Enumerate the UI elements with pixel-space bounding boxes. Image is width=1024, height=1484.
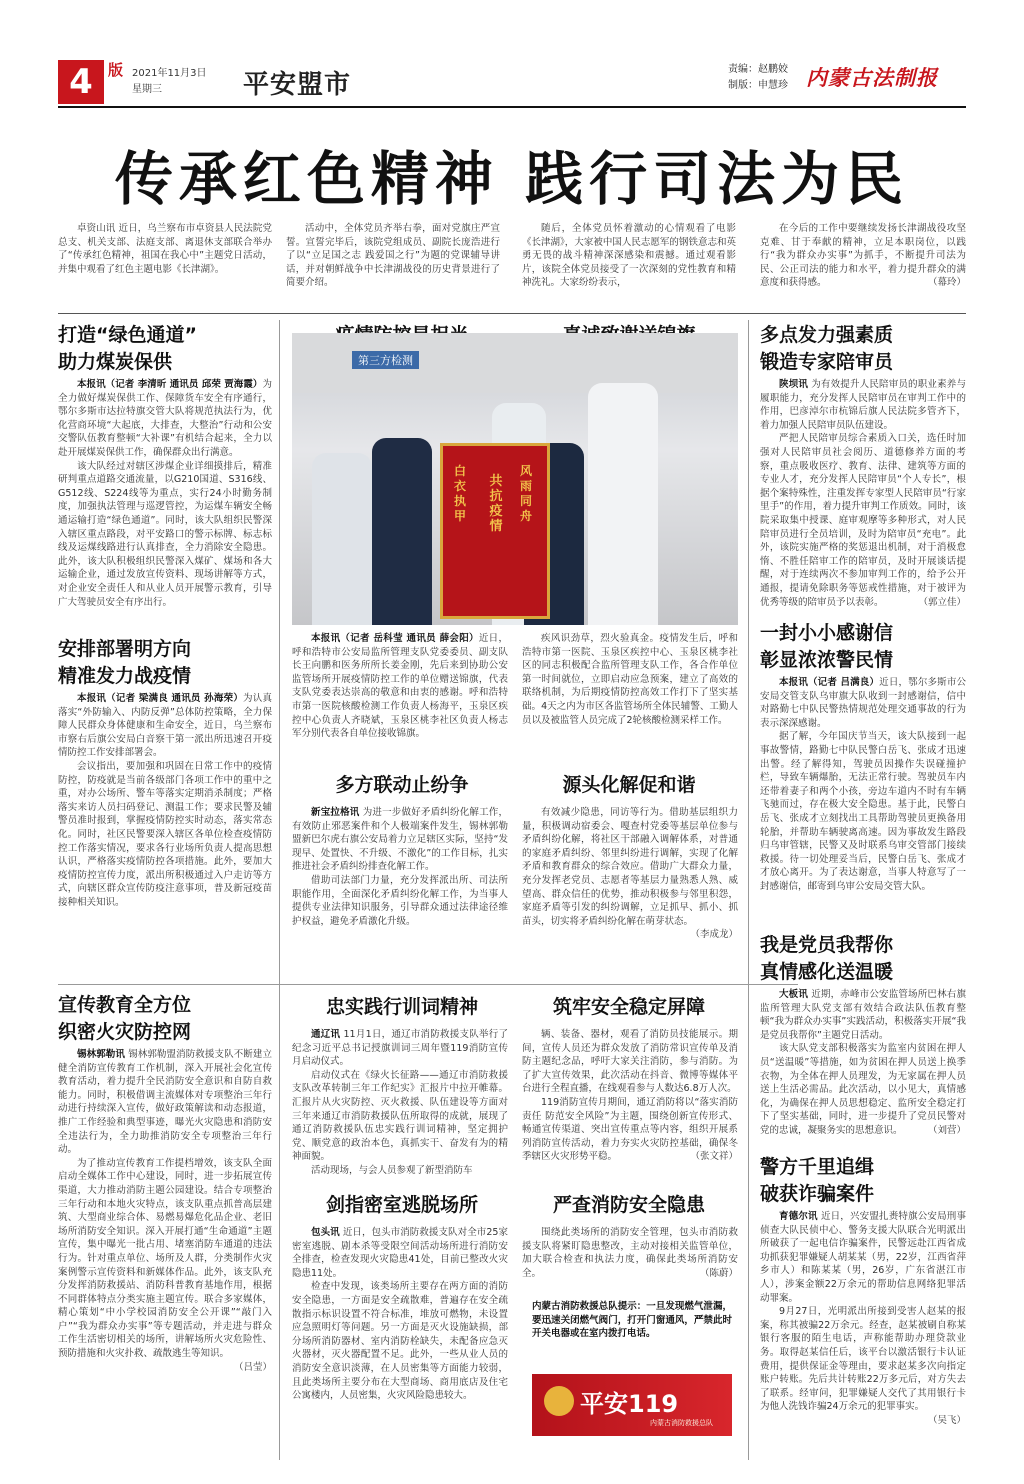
lead-rule: [58, 313, 966, 314]
publicity-title-2: 织密火灾防控网: [58, 1021, 192, 1043]
deploy-title-2: 精准发力战疫情: [58, 665, 192, 687]
publicity-body: [58, 1048, 272, 1460]
green-body: [58, 378, 272, 630]
stable-p2: 119消防宣传月期间，通辽消防将以“落实消防责任 防范安全风险”为主题，围绕创新宣传形式、畅通宣传渠道、突出宣传重点等内容，组织开展系列消防宣传活动，着力夯实火灾防控基础，确保冬季辖区火灾形势平稳。: [522, 1096, 738, 1163]
banner-text-left: 白衣执甲: [453, 464, 466, 523]
stable-p1: 辆、装备、器材，观看了消防员技能展示。期间，宣传人员还为群众发放了消防常识宣传单及消防主题纪念品，呼吁大家关注消防，参与消防。为了扩大宣传效果，此次活动在抖音、微博等媒体平台进行全程直播，在线观看参与人数达6.8万人次。: [522, 1029, 738, 1095]
producer-text: 制版：申慧珍: [728, 80, 788, 91]
thanks-title-2: 彰显浓浓警民情: [760, 649, 894, 671]
experts-title-2: 锻造专家陪审员: [760, 351, 894, 373]
deploy-byline: 本报讯（记者 梁满良 通讯员 孙海荣）: [77, 693, 244, 704]
escape-p1: 近日，包头市消防救援支队对全市25家密室逃脱、剧本杀等受限空间活动场所进行消防安全排查，检查发现火灾隐患41处，目前已整改火灾隐患11处。: [292, 1227, 508, 1279]
source-signature: （李成龙）: [690, 929, 738, 941]
editor-credits: [728, 62, 788, 94]
stable-title: 筑牢安全稳定屏障: [552, 996, 705, 1018]
loyal-p3: 活动现场，与会人员参观了新型消防车: [311, 1164, 473, 1176]
lead-col-3: [522, 222, 736, 312]
publicity-title-1: 宣传教育全方位: [58, 994, 192, 1016]
party-title-2: 真情感化送温暖: [760, 961, 894, 983]
issue-date: [132, 66, 207, 98]
page-number: 4: [58, 60, 104, 104]
publicity-p1: 锡林郭勒盟消防救援支队不断建立健全消防宣传教育工作机制，深入开展社会化宣传教育活动，着力提升全民消防安全意识和自防自救能力。同时，积极借调主流媒体对专项整治三年行动进行持续深入宣传，做好政策解读和动态报道，推广工作经验和典型事迹，曝光火灾隐患和消防安全违法行为，全力助推消防安全专项整治三年行动。: [58, 1049, 272, 1156]
experts-title-1: 多点发力强素质: [760, 324, 894, 346]
fraud-title-2: 破获诈骗案件: [760, 1183, 875, 1205]
party-title-1: 我是党员我帮你: [760, 934, 894, 956]
news-photo: [292, 333, 738, 625]
main-headline: 传承红色精神 践行司法为民: [114, 145, 910, 213]
fraud-p2: 9月27日，光明派出所接到受害人赵某的报案，称其被骗22万余元。经查，赵某被刷自称某银行客服的陌生电话，声称能帮助办理贷款业务。取得赵某信任后，该平台以激活银行卡认证费用，提供保证金等理由，要求赵某多次向指定账户转账。先后共计转账22万多元后，对方失去了联系。经审问，犯罪嫌疑人交代了其用银行卡为他人洗钱诈骗24万余元的犯罪事实。: [760, 1306, 966, 1413]
experts-byline: 陕坝讯: [779, 379, 809, 390]
lead-text-1: 卓资山讯 近日，乌兰察布市卓资县人民法院党总支、机关支部、法庭支部、离退休支部联合举办了“传承红色精神，祖国在我心中”主题党日活动，并集中观看了红色主题电影《长津湖》。: [58, 223, 272, 275]
date-text: 2021年11月3日: [132, 68, 207, 79]
photo-sign: 第三方检测: [352, 351, 419, 369]
strict-signature: （陈蔚）: [699, 1267, 738, 1279]
multi-title: 多方联动止纷争: [335, 774, 469, 796]
source-p1: 有效减少隐患，同访等行为。借助基层组织力量，积极调动宿委会、嘎查村党委等基层单位参与矛盾纠纷化解，将社区干部融入调解体系，对普通的家庭矛盾纠纷、邻里纠纷进行调解，实现了化解矛盾和教育群众的综合效应。借助广大群众力量，充分发挥老党员、志愿者等基层力量熟悉人熟、威望高、群众信任的优势，推动积极参与邻里积怨，家庭矛盾等引发的纠纷调解，立足抓早、抓小、抓苗头，切实将矛盾纠纷化解在萌芽状态。: [522, 807, 738, 927]
green-title-2: 助力煤炭保供: [58, 351, 173, 373]
source-title: 源头化解促和谐: [562, 774, 696, 796]
ad-subtext: 内蒙古消防救援总队: [650, 1419, 713, 1427]
lead-col-2: [286, 222, 500, 312]
fraud-byline: 育德尔讯: [779, 1211, 818, 1222]
stable-body: [522, 1028, 738, 1188]
lead-text-2: 活动中，全体党员齐举右拳，面对党旗庄严宣誓。宣誓完毕后，该院党组成员、副院长庞浩进行了以“立足国之志 践爱国之行”为题的党课辅导讲话，并对朝鲜战争中长津湖战役的历史背景进行了简要介绍。: [286, 223, 500, 289]
party-p2: 该大队党支部积极落实为监室内贫困在押人员“送温暖”等措施，如为贫困在押人员送上换季衣物，为全体在押人员理发，为无家属在押人员送上生活必需品。此次活动，以小见大，真情感化，为确保在押人员思想稳定、监所安全稳定打下了坚实基础，同时，进一步提升了党员民警对党的忠诚，凝聚务实的思想意识。: [760, 1043, 966, 1136]
multi-body: [292, 806, 508, 966]
edition-label: 版: [108, 61, 124, 79]
green-title: [58, 322, 197, 376]
experts-title: [760, 322, 893, 376]
loyal-byline: 通辽讯: [311, 1029, 341, 1040]
horizontal-divider: [58, 984, 798, 985]
ad-text: 平安119: [580, 1390, 679, 1418]
thanks-p1: 近日，鄂尔多斯市公安局交管支队乌审旗大队收到一封感谢信，信中对路勤七中队民警热情规范处理交通事故的行为表示深深感谢。: [760, 677, 966, 729]
multi-p1: 为进一步做好矛盾纠纷化解工作，有效防止邪恶案件和个人极端案件发生，锡林郭勒盟新巴尔虎右旗公安局着力立足辖区实际，坚持“发现早、处置快、不升级、不激化”的工作目标，扎实推进社会矛盾纠纷排查化解工作。: [292, 807, 508, 873]
escape-byline: 包头讯: [311, 1227, 340, 1238]
experts-body: [760, 378, 966, 614]
party-byline: 大板讯: [779, 989, 809, 1000]
fire-tip-text: 内蒙古消防救援总队提示：一旦发现燃气泄漏，要迅速关闭燃气阀门，打开门窗通风，严禁此时开关电器或在室内拨打电话。: [532, 1301, 732, 1340]
green-byline: 本报讯（记者 李清昕 通讯员 邱荣 贾海霞）: [77, 379, 263, 390]
photo-silk-banner: [440, 443, 550, 619]
deploy-title: [58, 636, 191, 690]
deploy-title-1: 安排部署明方向: [58, 638, 192, 660]
experts-p1: 为有效提升人民陪审员的职业素养与履职能力，充分发挥人民陪审员在审判工作中的作用，巴彦淖尔市杭锦后旗人民法院多管齐下，着力加强人民陪审员队伍建设。: [760, 379, 966, 431]
newspaper-logo: 内蒙古法制报: [806, 65, 938, 90]
flag-p1: 疾风识劲草，烈火验真金。疫情发生后，呼和浩特市第一医院、玉泉区疾控中心、玉泉区桃李社区的同志积极配合监所管理支队工作，各合作单位第一时间就位，立即启动应急预案，建立了高效的联络机制，为后期疫情防控高效工作打下了坚实基础。4天之内为市区各监管场所全体民辅警、工勤人员以及被监管人员完成了2轮核酸检测采样工作。: [522, 633, 738, 726]
multi-p2: 借助司法部门力量，充分发挥派出所、司法所职能作用，全面深化矛盾纠纷化解工作，为当事人提供专业法律知识服务，引导群众通过法律途径维护权益，避免矛盾激化升级。: [292, 874, 508, 927]
strict-body: [522, 1226, 738, 1294]
escape-title: 剑指密室逃脱场所: [325, 1194, 478, 1216]
green-title-1: 打造“绿色通道”: [58, 324, 197, 346]
fraud-p1: 近日，兴安盟扎赉特旗公安局刑事侦查大队民侦中心、警务支援大队联合光明派出所破获了一起电信诈骗案件，民警远赴江西省成功抓获犯罪嫌疑人胡某某（男，22岁，江西省萍乡市人）和陈某某（男，26岁，广东省湛江市人），涉案金额22万余元的帮助信息网络犯罪活动罪案。: [760, 1211, 966, 1304]
party-signature: （刘营）: [927, 1124, 966, 1136]
stable-signature: （张文祥）: [690, 1151, 738, 1163]
party-title: [760, 932, 893, 986]
epidemic-p1: 近日，呼和浩特市公安局监所管理支队党委委员、副支队长王向鹏和医务所所长姜金刚，先后来到协助公安监管场所开展疫情防控工作的单位赠送锦旗，代表支队党委表达崇高的敬意和由衷的感谢。呼和浩特市第一医院核酸检测工作负责人杨海平，玉泉区疾控中心负责人齐晓斌，玉泉区桃李社区负责人杨志军分别代表各自单位接收锦旗。: [292, 633, 508, 740]
experts-signature: （郭立佳）: [918, 596, 966, 608]
deploy-p1: 为认真落实“外防输入、内防反弹”总体防控策略，全力保障人民群众身体健康和生命安全，近日，乌兰察布市察右后旗公安局白音察干第一派出所迅速召开疫情防控工作安排部署会。: [58, 693, 272, 759]
green-p1: 为全力做好煤炭保供工作、保障货车安全有序通行，鄂尔多斯市达拉特旗交管大队将规范执法行为，优化营商环境“大起底，大排查，大整治”行动和公安交警队伍教育整顿“大补课”有机结合起来，全力以赴开展煤炭保供工作，确保群众出行满意。: [58, 379, 272, 458]
fraud-title-1: 警方千里追缉: [760, 1156, 875, 1178]
deploy-body: [58, 692, 272, 964]
deploy-p2: 会议指出，要加强和巩固在日常工作中的疫情防控，防疫就是当前各级部门各项工作中的重中之重，对办公场所、警车等落实定期消杀制度；严格落实来访人员扫码登记、测温工作；要求民警及辅警员准时报到，掌握疫情防控实时动态，落实常态化。同时，社区民警要深入辖区各单位检查疫情防控工作落实情况，要求各行业场所负责人提高思想认识，严格落实疫情防控各项措施。此外，要加大疫情防控宣传力度，派出所积极通过入户走访等方式，向辖区群众宣传防疫注意事项，普及新冠疫苗接种相关知识。: [58, 760, 272, 908]
publicity-byline: 锡林郭勒讯: [77, 1049, 125, 1060]
ping-an-119-ad: [532, 1374, 732, 1436]
header-rule: [58, 106, 966, 108]
fraud-signature: （吴飞）: [927, 1414, 966, 1426]
strict-p1: 围绕此类场所的消防安全管理，包头市消防救援支队将紧盯隐患整改，主动对接相关监管单位，加大联合检查和执法力度，确保此类场所消防安全。: [522, 1227, 738, 1279]
lead-col-4: [760, 222, 966, 312]
thanks-p2: 据了解，今年国庆节当天，该大队接到一起事故警情，路勤七中队民警白岳飞、张成才迅速出警。经了解得知，驾驶员因操作失误碰撞护栏，导致车辆爆胎，无法正常行驶。驾驶员车内还带着妻子和两个小孩，旁边车道内不时有车辆飞驰而过，存在极大安全隐患。基于此，民警白岳飞、张成才立刻找出工具帮助驾驶员更换备用轮胎，并帮助车辆驶离高速。因为事故发生路段归乌审管辖，民警又及时联系乌审交管部门接续救援。待一切处理妥当后，民警白岳飞、张成才才放心离开。为了表达谢意，当事人特意写了一封感谢信，邮寄到乌审公安局交管大队。: [760, 731, 966, 892]
escape-body: [292, 1226, 508, 1460]
strict-title: 严查消防安全隐患: [552, 1194, 705, 1216]
epidemic-body: [292, 632, 508, 760]
experts-p2: 严把人民陪审员综合素质入口关，选任时加强对人民陪审员社会阅历、道德修养方面的考察，重点吸收医疗、教育、法律、建筑等方面的专业人才，充分发挥人民陪审员“个人专长”，根据个案特殊性，注重发挥专家型人民陪审员“行家里手”的作用，着力提升审判工作质效。同时，该院采取集中授课、庭审观摩等多种形式，对人民陪审员进行全员培训，及时为陪审员“充电”。此外，该院实施严格的奖惩退出机制，对于消极怠惰、不胜任陪审工作的陪审员，及时开展谈话提醒，对于连续两次不参加审判工作的，给予公开通报，提请免除职务等惩戒性措施，对于被评为优秀等级的陪审员予以表彰。: [760, 433, 966, 608]
column-divider-left: [279, 320, 280, 1460]
source-body: [522, 806, 738, 966]
photo-person: [372, 438, 432, 625]
loyal-body: [292, 1028, 508, 1188]
loyal-p1: 11月1日，通辽市消防救援支队举行了纪念习近平总书记授旗训词三周年暨119消防宣传月启动仪式。: [292, 1029, 508, 1068]
lead-text-3: 随后，全体党员怀着激动的心情观看了电影《长津湖》，大家被中国人民志愿军的钢铁意志和英勇无畏的战斗精神深深感染和震撼。通过观看影片，该院全体党员接受了一次深刻的党性教育和精神洗礼。大家纷纷表示，: [522, 223, 736, 289]
party-body: [760, 988, 966, 1148]
green-p2: 该大队经过对辖区涉煤企业详细摸排后，精准研判重点道路交通流量，以G210国道、S316线、G512线、S224线等为重点，实行24小时勤务制度，加强执法管理与巡逻管控，为运煤车辆安全畅通运输打造“绿色通道”。同时，该大队组织民警深入辖区重点路段，对平安路口的警示标牌、标志标线及运煤线路进行认真排查，全力消除安全隐患。此外，该大队积极组织民警深入煤矿、煤场和各大运输企业，通过发放宣传资料、现场讲解等方式，对企业安全责任人和从业人员开展警示教育，引导广大驾驶员安全有序出行。: [58, 460, 272, 608]
loyal-title: 忠实践行训词精神: [325, 996, 478, 1018]
banner-text-right: 风雨同舟: [519, 464, 532, 523]
thanks-title-1: 一封小小感谢信: [760, 622, 894, 644]
weekday-text: 星期三: [132, 84, 162, 95]
fraud-title: [760, 1154, 874, 1208]
publicity-signature: （吕莹）: [233, 1361, 272, 1373]
police-emblem-icon: [544, 1386, 574, 1416]
thanks-byline: 本报讯（记者 吕满良）: [779, 677, 880, 688]
lead-text-4: 在今后的工作中要继续发扬长津湖战役攻坚克难、甘于奉献的精神，立足本职岗位，以践行“我为群众办实事”为抓手，不断提升司法为民、公正司法的能力和水平，着力提升群众的满意度和获得感。: [760, 223, 966, 289]
fraud-body: [760, 1210, 966, 1460]
party-p1: 近期，赤峰市公安监管场所巴林右旗监所管理大队党支部有效结合政法队伍教育整顿“我为群众办实事”实践活动，积极落实开展“我是党员我帮你”主题党日活动。: [760, 989, 966, 1041]
thanks-body: [760, 676, 966, 926]
escape-p2: 检查中发现，该类场所主要存在两方面的消防安全隐患，一方面是安全疏散难，普遍存在安全疏散指示标识设置不符合标准，堆放可燃物，未设置应急照明灯等问题。另一方面是灭火设施缺损，部分场所消防器材、室内消防栓缺失，未配备应急灭火器材，灭火器配置不足。此外，一些从业人员的消防安全意识淡薄，在人员密集等方面能力较弱，且此类场所主要分布在大型商场、商用底店及住宅公寓楼内，人员密集，火灾风险隐患较大。: [292, 1281, 508, 1402]
flag-body: [522, 632, 738, 760]
loyal-p2: 启动仪式在《绿火长征路——通辽市消防救援支队改革转制三年工作纪实》汇报片中拉开帷幕。汇报片从火灾防控、灭火救援、队伍建设等方面对三年来通辽市消防救援队伍所取得的成就，展现了通辽消防救援队伍忠实践行训词精神，坚定拥护党、顺党意的政治本色，真抓实干、奋发有为的精神面貌。: [292, 1069, 508, 1163]
lead-signature: （幕玲）: [927, 277, 966, 289]
publicity-p2: 为了推动宣传教育工作提档增效，该支队全面启动全媒体工作中心建设，同时，进一步拓展宣传渠道，大力推动消防主题公园建设。结合专项整治三年行动和本地火灾特点，该支队重点抓普高层建筑、大型商业综合体、易燃易爆危化品企业、老旧场所消防安全知识。深入开展打通“生命通道”主题宣传，集中曝光一批占用、堵塞消防车通道的违法行为。针对重点单位、场所及人群，分类制作火灾案例警示宣传资料和新媒体作品。此外，该支队充分发挥消防救援站、消防科普教育基地作用，根据不同群体特点分类实施主题宣传。联合多家媒体，精心策划“中小学校园消防安全公开课”“敲门入户”“我为群众办实事”等专题活动，并走进与群众工作生活密切相关的场所，讲解场所火灾危险性、预防措施和火灾扑救、疏散逃生等知识。: [58, 1157, 272, 1360]
photo-person: [312, 453, 372, 625]
lead-col-1: [58, 222, 272, 312]
multi-byline: 新宝拉格讯: [311, 807, 360, 818]
fire-tip: [532, 1300, 732, 1366]
publicity-title: [58, 992, 191, 1046]
section-title: 平安盟市: [243, 70, 352, 100]
banner-text-mid: 共抗疫情: [489, 474, 503, 534]
column-divider-right: [748, 320, 749, 1460]
editor-text: 责编：赵鹏姣: [728, 64, 788, 75]
photo-person: [588, 383, 658, 625]
thanks-title: [760, 620, 893, 674]
epidemic-byline: 本报讯（记者 岳科莹 通讯员 薛会阳）: [311, 633, 479, 644]
